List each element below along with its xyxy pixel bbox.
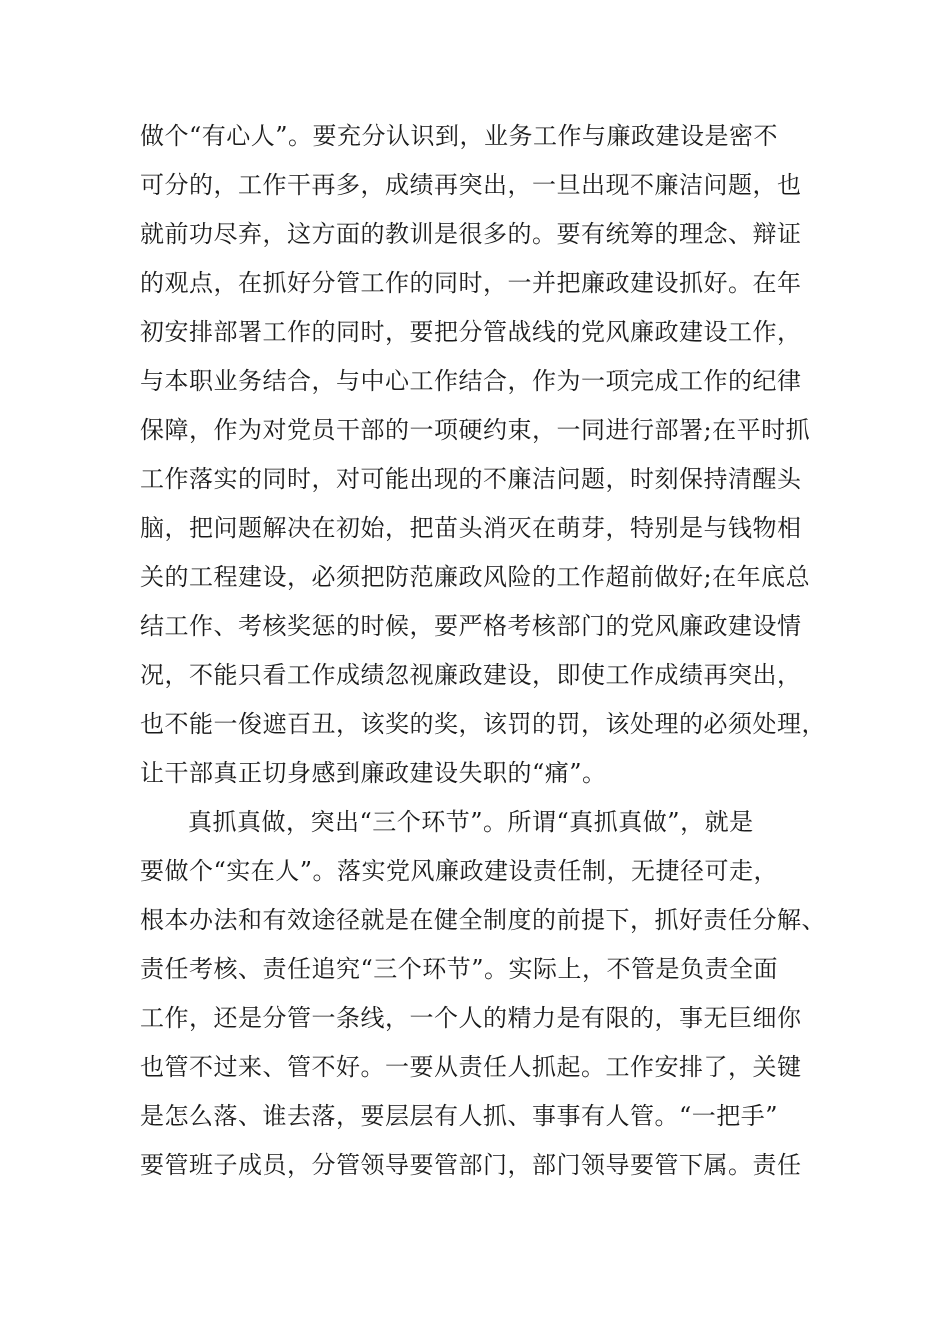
text-line: 保障，作为对党员干部的一项硬约束，一同进行部署;在平时抓 [140,416,811,444]
text-line: 责任考核、责任追究“三个环节”。实际上，不管是负责全面 [140,955,779,983]
text-line: 的观点，在抓好分管工作的同时，一并把廉政建设抓好。在年 [140,269,802,297]
text-line: 就前功尽弃，这方面的教训是很多的。要有统筹的理念、辩证 [140,220,802,248]
text-line: 关的工程建设，必须把防范廉政风险的工作超前做好;在年底总 [140,563,811,591]
text-line: 也不能一俊遮百丑，该奖的奖，该罚的罚，该处理的必须处理， [140,710,826,738]
text-line: 让干部真正切身感到廉政建设失职的“痛”。 [140,759,607,787]
text-line: 是怎么落、谁去落，要层层有人抓、事事有人管。“一把手” [140,1102,779,1130]
text-line: 根本办法和有效途径就是在健全制度的前提下，抓好责任分解、 [140,906,826,934]
paragraph-first-line: 真抓真做，突出“三个环节”。所谓“真抓真做”，就是 [188,808,754,836]
text-line: 做个“有心人”。要充分认识到，业务工作与廉政建设是密不 [140,122,779,150]
text-line: 初安排部署工作的同时，要把分管战线的党风廉政建设工作， [140,318,802,346]
text-line: 况，不能只看工作成绩忽视廉政建设，即使工作成绩再突出， [140,661,802,689]
text-line: 与本职业务结合，与中心工作结合，作为一项完成工作的纪律 [140,367,802,395]
text-line: 脑，把问题解决在初始，把苗头消灭在萌芽，特别是与钱物相 [140,514,802,542]
text-line: 结工作、考核奖惩的时候，要严格考核部门的党风廉政建设情 [140,612,802,640]
text-line: 工作，还是分管一条线，一个人的精力是有限的，事无巨细你 [140,1004,802,1032]
text-line: 可分的，工作干再多，成绩再突出，一旦出现不廉洁问题，也 [140,171,802,199]
text-line: 要做个“实在人”。落实党风廉政建设责任制，无捷径可走， [140,857,779,885]
text-line: 工作落实的同时，对可能出现的不廉洁问题，时刻保持清醒头 [140,465,802,493]
text-line: 要管班子成员，分管领导要管部门，部门领导要管下属。责任 [140,1151,802,1179]
document-body [140,112,830,1190]
text-line: 也管不过来、管不好。一要从责任人抓起。工作安排了，关键 [140,1053,802,1081]
